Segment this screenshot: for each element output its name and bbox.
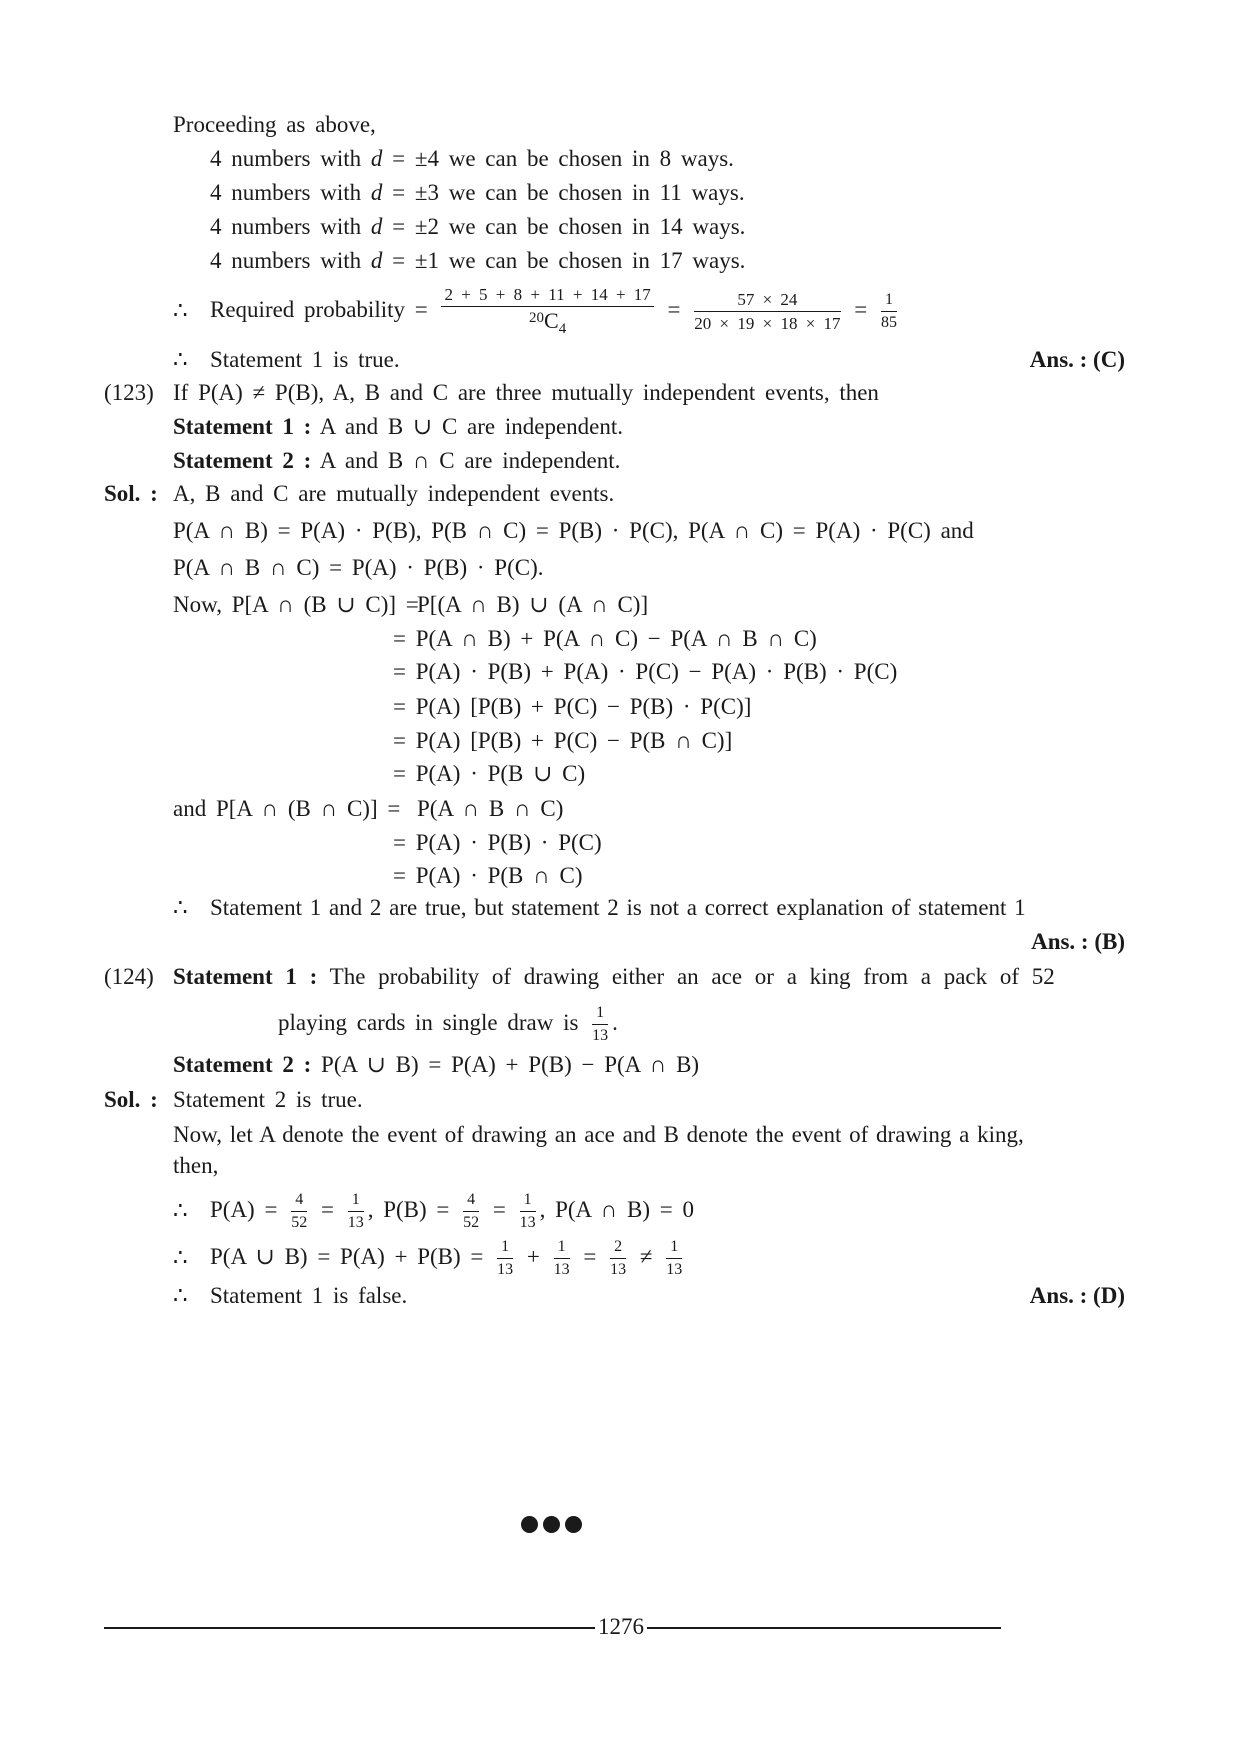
footer-rule-right [647,1627,1001,1629]
derivation-step: = P(A) · P(B) · P(C) [393,830,602,855]
fraction: $\frac{2}{13}$ [610,1238,627,1279]
solution-text: Now, let A denote the event of drawing an ace and B denote the event of drawing a king, [173,1122,1024,1147]
therefore-symbol: ∴ [173,347,188,372]
derivation-step: = P(A) · P(B) + P(A) · P(C) − P(A) · P(B) · P(C) [393,659,898,684]
fraction: $\frac{1}{13}$ [347,1191,364,1232]
fraction: $\frac{1}{85}$ [881,291,898,332]
fraction: $\frac{1}{13}$ [553,1238,570,1279]
derivation-rhs: P(A ∩ B ∩ C) [417,796,564,821]
statement-2: Statement 2 : P(A ∪ B) = P(A) + P(B) − P(A ∩ B) [173,1052,700,1077]
fraction: $\frac{1}{13}$ [497,1238,514,1279]
page-number: 1276 [598,1614,644,1639]
therefore-symbol: ∴ [173,895,188,920]
fraction: $\frac{1}{13}$ [666,1238,683,1279]
ways-line: 4 numbers with d = ±4 we can be chosen in 8 ways. [210,146,734,171]
statement-2: Statement 2 : A and B ∩ C are independent. [173,448,621,473]
derivation-step: = P(A) · P(B ∪ C) [393,761,586,786]
statement-1-continued: playing cards in single draw is $\frac{1}{13}$ . [278,1004,618,1045]
probability-equation: Required probability = $\frac{2 + 5 + 8 + 11 + 14 + 17}{20C4}$ = $\frac{57 \times 24}{20 \times 19 \times 18 \times 17}$ = $\frac{1}{85}$ [210,285,898,338]
therefore-symbol: ∴ [173,1245,188,1270]
footer-rule-left [104,1627,595,1629]
union-equation: P(A ∪ B) = P(A) + P(B) = $\frac{1}{13}$ + $\frac{1}{13}$ = $\frac{2}{13}$ ≠ $\frac{1}{13}$ [210,1238,683,1279]
answer-label: Ans. : (B) [1031,929,1125,954]
question-text: If P(A) ≠ P(B), A, B and C are three mutually independent events, then [173,380,879,405]
statement-1: Statement 1 : The probability of drawing either an ace or a king from a pack of 52 [173,964,1055,989]
probability-label: Required probability = [210,297,428,322]
question-number: (124) [104,964,154,989]
equation-line: P(A ∩ B ∩ C) = P(A) · P(B) · P(C). [173,555,544,580]
end-ornament-dot [565,1516,582,1533]
solution-label: Sol. : [104,481,158,506]
derivation-rhs: P[(A ∩ B) ∪ (A ∩ C)] [417,592,649,617]
conclusion-text: Statement 1 and 2 are true, but statement 2 is not a correct explanation of statement 1 [210,895,1026,920]
probability-values: P(A) = $\frac{4}{52}$ = $\frac{1}{13}$ , P(B) = $\frac{4}{52}$ = $\frac{1}{13}$ , P(A ∩ B) = 0 [210,1191,694,1232]
solution-text: Statement 2 is true. [173,1087,363,1112]
derivation-step: = P(A) · P(B ∩ C) [393,863,583,888]
ways-line: 4 numbers with d = ±3 we can be chosen in 11 ways. [210,180,745,205]
derivation-lhs: and P[A ∩ (B ∩ C)] = [173,796,401,821]
fraction: $\frac{1}{13}$ [592,1004,609,1045]
end-ornament-dot [543,1516,560,1533]
equation-line: P(A ∩ B) = P(A) · P(B), P(B ∩ C) = P(B) · P(C), P(A ∩ C) = P(A) · P(C) and [173,518,974,543]
derivation-step: = P(A) [P(B) + P(C) − P(B ∩ C)] [393,728,733,753]
conclusion-text: Statement 1 is true. [210,347,400,372]
ways-line: 4 numbers with d = ±1 we can be chosen in 17 ways. [210,248,746,273]
ways-line: 4 numbers with d = ±2 we can be chosen in 14 ways. [210,214,746,239]
question-number: (123) [104,380,154,405]
solution-text: A, B and C are mutually independent events. [173,481,615,506]
fraction: $\frac{4}{52}$ [291,1191,308,1232]
answer-label: Ans. : (D) [1029,1283,1125,1308]
derivation-step: = P(A) [P(B) + P(C) − P(B) · P(C)] [393,694,752,719]
statement-1: Statement 1 : A and B ∪ C are independent. [173,414,624,439]
therefore-symbol: ∴ [173,1198,188,1223]
fraction: $\frac{4}{52}$ [463,1191,480,1232]
therefore-symbol: ∴ [173,1283,188,1308]
derivation-lhs: Now, P[A ∩ (B ∪ C)] = [173,592,419,617]
answer-label: Ans. : (C) [1029,347,1125,372]
fraction: $\frac{1}{13}$ [519,1191,536,1232]
fraction: $\frac{2 + 5 + 8 + 11 + 14 + 17}{20C4}$ [441,286,653,337]
fraction: $\frac{57 \times 24}{20 \times 19 \times 18 \times 17}$ [694,290,841,334]
conclusion-text: Statement 1 is false. [210,1283,408,1308]
solution-text: then, [173,1153,219,1178]
therefore-symbol: ∴ [173,298,188,323]
end-ornament-dot [521,1516,538,1533]
derivation-step: = P(A ∩ B) + P(A ∩ C) − P(A ∩ B ∩ C) [393,626,817,651]
intro-text: Proceeding as above, [173,112,376,137]
solution-label: Sol. : [104,1087,158,1112]
